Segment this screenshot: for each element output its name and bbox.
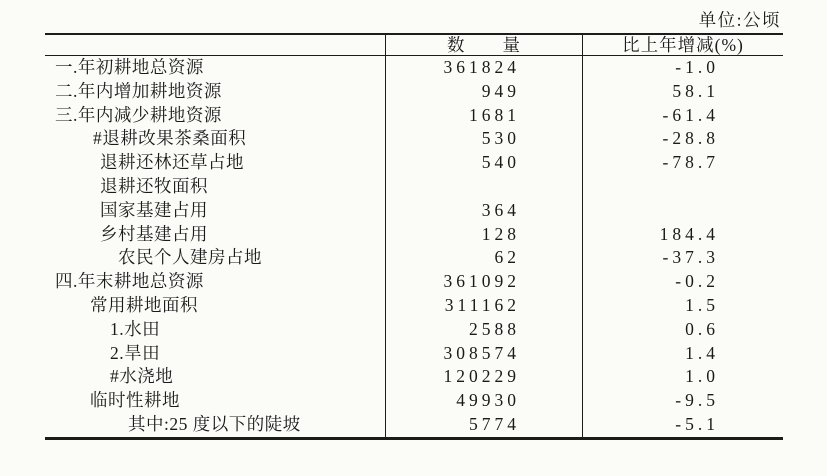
row-change: 1.0 xyxy=(685,366,719,387)
row-quantity: 311162 xyxy=(385,294,583,318)
table-body xyxy=(45,56,783,437)
row-quantity: 540 xyxy=(385,151,583,175)
row-label: 四.年末耕地总资源 xyxy=(55,271,204,292)
row-quantity: 62 xyxy=(385,246,583,270)
row-quantity: 2588 xyxy=(385,318,583,342)
row-label: 常用耕地面积 xyxy=(90,294,198,315)
row-label: 其中:25 度以下的陡坡 xyxy=(128,413,301,434)
row-change: 58.1 xyxy=(672,80,719,101)
table-row xyxy=(45,342,783,366)
header-quantity: 数 量 xyxy=(385,35,583,55)
row-label: 临时性耕地 xyxy=(90,390,180,411)
row-label: #水浇地 xyxy=(110,366,174,387)
table-row xyxy=(45,294,783,318)
row-quantity: 308574 xyxy=(385,342,583,366)
table-row xyxy=(45,389,783,413)
row-change: -78.7 xyxy=(662,152,719,173)
row-label: 二.年内增加耕地资源 xyxy=(55,80,222,101)
table-header-row xyxy=(45,35,783,56)
table-row xyxy=(45,175,783,199)
row-label: #退耕改果茶桑面积 xyxy=(93,128,247,149)
row-change xyxy=(583,199,783,223)
row-label: 1.水田 xyxy=(110,318,161,339)
row-quantity: 361092 xyxy=(385,270,583,294)
row-quantity: 1681 xyxy=(385,104,583,128)
row-quantity: 49930 xyxy=(385,389,583,413)
header-indicator xyxy=(45,35,385,55)
row-change: -5.1 xyxy=(675,413,719,434)
row-quantity: 128 xyxy=(385,223,583,247)
row-quantity: 364 xyxy=(385,199,583,223)
row-change: -37.3 xyxy=(662,247,719,268)
table-row xyxy=(45,413,783,437)
row-change: 1.5 xyxy=(685,294,719,315)
row-change: 0.6 xyxy=(685,318,719,339)
land-resource-table xyxy=(45,33,783,440)
row-change: -28.8 xyxy=(662,128,719,149)
row-label: 农民个人建房占地 xyxy=(118,247,262,268)
row-quantity: 120229 xyxy=(385,365,583,389)
row-quantity: 530 xyxy=(385,127,583,151)
row-label: 一.年初耕地总资源 xyxy=(55,57,204,77)
table-row xyxy=(45,104,783,128)
table-row xyxy=(45,127,783,151)
row-label: 2.旱田 xyxy=(110,342,161,363)
row-label: 三.年内减少耕地资源 xyxy=(55,104,222,125)
table-row xyxy=(45,151,783,175)
header-change: 比上年增减(%) xyxy=(622,35,744,55)
row-quantity xyxy=(385,175,583,199)
row-quantity: 361824 xyxy=(385,56,583,80)
row-change: -9.5 xyxy=(675,390,719,411)
table-row xyxy=(45,318,783,342)
row-change: -1.0 xyxy=(675,57,719,77)
row-label: 退耕还牧面积 xyxy=(100,175,208,196)
row-change: 1.4 xyxy=(685,342,719,363)
row-change: -61.4 xyxy=(662,104,719,125)
row-quantity: 5774 xyxy=(385,413,583,437)
row-change: 184.4 xyxy=(659,223,719,244)
row-change: -0.2 xyxy=(675,271,719,292)
table-row xyxy=(45,270,783,294)
table-row xyxy=(45,223,783,247)
row-label: 退耕还林还草占地 xyxy=(100,152,244,173)
table-row xyxy=(45,56,783,80)
row-label: 乡村基建占用 xyxy=(100,223,208,244)
table-row xyxy=(45,246,783,270)
unit-note: 单位:公顷 xyxy=(698,10,781,30)
table-row xyxy=(45,199,783,223)
row-label: 国家基建占用 xyxy=(100,199,208,220)
table-row xyxy=(45,80,783,104)
table-row xyxy=(45,365,783,389)
row-change xyxy=(583,175,783,199)
row-quantity: 949 xyxy=(385,80,583,104)
